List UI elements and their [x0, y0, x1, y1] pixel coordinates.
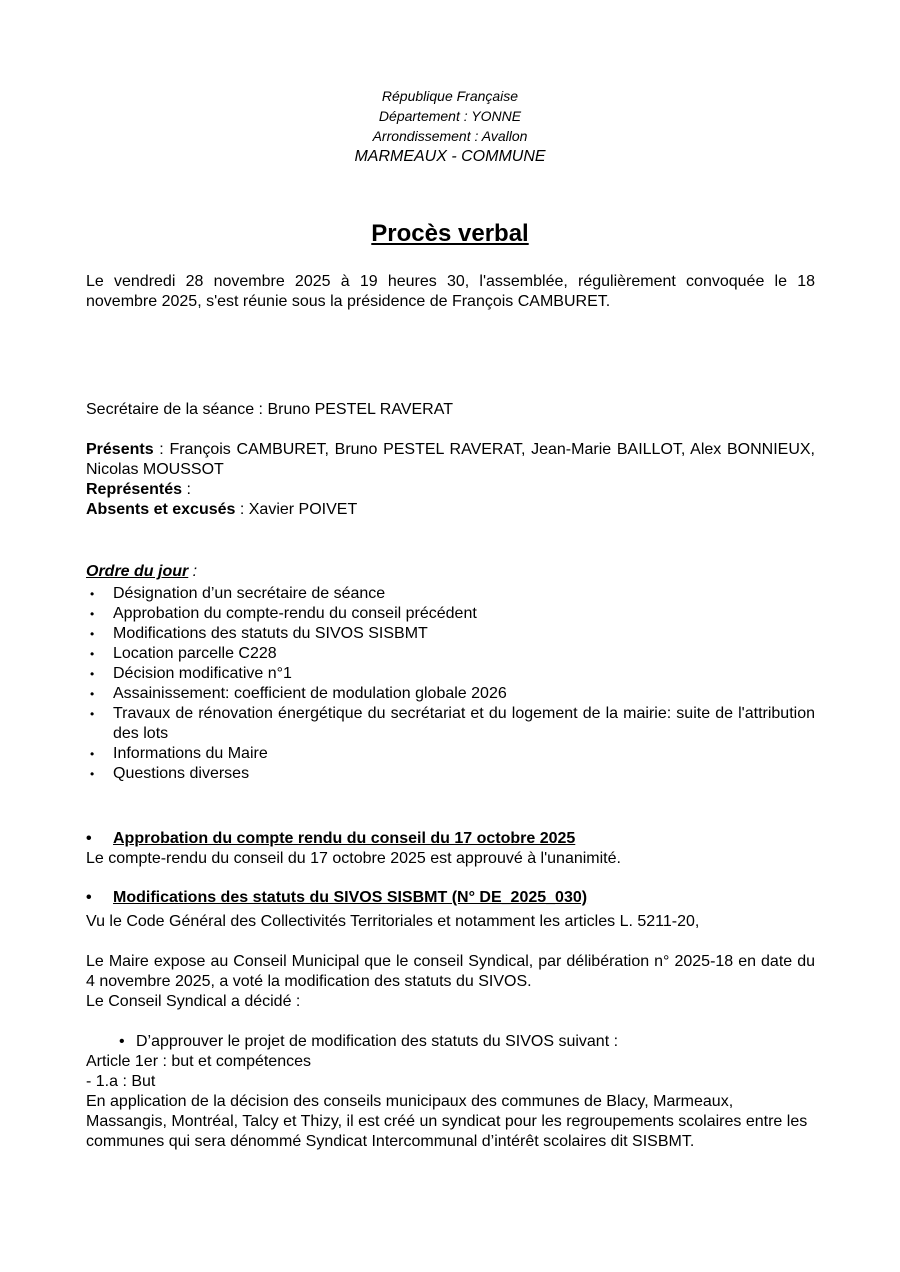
presents-label: Présents: [86, 441, 154, 458]
section-statuts-sub: - 1.a : But: [86, 1073, 156, 1090]
section-approbation: [86, 829, 815, 869]
list-item: • Informations du Maire: [86, 744, 815, 764]
absents-value: : Xavier POIVET: [235, 501, 358, 518]
list-item: • Location parcelle C228: [86, 644, 815, 664]
ordre-du-jour-list: [86, 584, 815, 784]
list-item: • Travaux de rénovation énergétique du secrétariat et du logement de la mairie: suite de l'attribution des lots: [86, 704, 815, 744]
bullet-icon: •: [86, 889, 92, 906]
section-approbation-title: Approbation du compte rendu du conseil du 17 octobre 2025: [113, 830, 576, 847]
section-statuts-heading: [86, 888, 815, 908]
list-item: • Désignation d’un secrétaire de séance: [86, 584, 815, 604]
absents-label: Absents et excusés: [86, 501, 236, 518]
section-approbation-text: Le compte-rendu du conseil du 17 octobre 2025 est approuvé à l'unanimité.: [86, 850, 621, 867]
section-statuts-p2: Le Maire expose au Conseil Municipal que le conseil Syndical, par délibération n° 2025-18 en date du 4 novembre 2025, a voté la modification des statuts du SIVOS.: [86, 953, 815, 990]
ordre-du-jour-suffix: :: [188, 563, 198, 580]
bullet-icon: •: [86, 830, 92, 847]
representes-line: [86, 480, 815, 500]
header-departement: Département : YONNE: [378, 108, 522, 124]
list-item: • Assainissement: coefficient de modulation globale 2026: [86, 684, 815, 704]
section-statuts-p1: Vu le Code Général des Collectivités Territoriales et notamment les articles L. 5211-20,: [86, 913, 700, 930]
absents-line: [86, 500, 815, 520]
ordre-du-jour: [86, 562, 815, 784]
list-item: • Questions diverses: [86, 764, 815, 784]
list-item: • Modifications des statuts du SIVOS SISBMT: [86, 624, 815, 644]
document-header: [0, 86, 900, 168]
representes-label: Représentés: [86, 481, 183, 498]
ordre-du-jour-heading: [86, 562, 815, 582]
list-item: • Approbation du compte-rendu du conseil précédent: [86, 604, 815, 624]
secretaire-line: [86, 400, 815, 420]
ordre-du-jour-title: Ordre du jour: [86, 563, 189, 580]
section-statuts-article: Article 1er : but et compétences: [86, 1053, 311, 1070]
page-title: Procès verbal: [371, 220, 529, 247]
presents-value: : François CAMBURET, Bruno PESTEL RAVERAT, Jean-Marie BAILLOT, Alex BONNIEUX, Nicolas MOUSSOT: [86, 441, 815, 478]
intro-paragraph: [86, 272, 815, 312]
secretaire-text: Secrétaire de la séance : Bruno PESTEL RAVERAT: [86, 401, 453, 418]
section-statuts-p4: En application de la décision des conseils municipaux des communes de Blacy, Marmeaux, Massangis, Montréal, Talcy et Thizy, il est créé un syndicat pour les regroupements scolaires entre les communes qui sera dénommé Syndicat Intercommunal d’intérêt scolaires dit SISBMT.: [86, 1093, 808, 1150]
section-statuts-p3: Le Conseil Syndical a décidé :: [86, 993, 301, 1010]
header-republique: République Française: [381, 88, 519, 104]
intro-text: Le vendredi 28 novembre 2025 à 19 heures 30, l'assemblée, régulièrement convoquée le 18 novembre 2025, s'est réunie sous la présidence de François CAMBURET.: [86, 273, 815, 310]
attendance-block: [86, 440, 815, 520]
presents-line: [86, 440, 815, 480]
representes-value: :: [182, 481, 191, 498]
section-statuts-bullet: • D’approuver le projet de modification des statuts du SIVOS suivant :: [86, 1032, 815, 1052]
section-approbation-heading: [86, 829, 815, 849]
header-arrondissement: Arrondissement : Avallon: [372, 128, 528, 144]
list-item: • Décision modificative n°1: [86, 664, 815, 684]
section-statuts: [86, 888, 815, 1152]
section-statuts-title: Modifications des statuts du SIVOS SISBMT (N° DE_2025_030): [113, 889, 588, 906]
header-commune: MARMEAUX - COMMUNE: [354, 148, 546, 165]
